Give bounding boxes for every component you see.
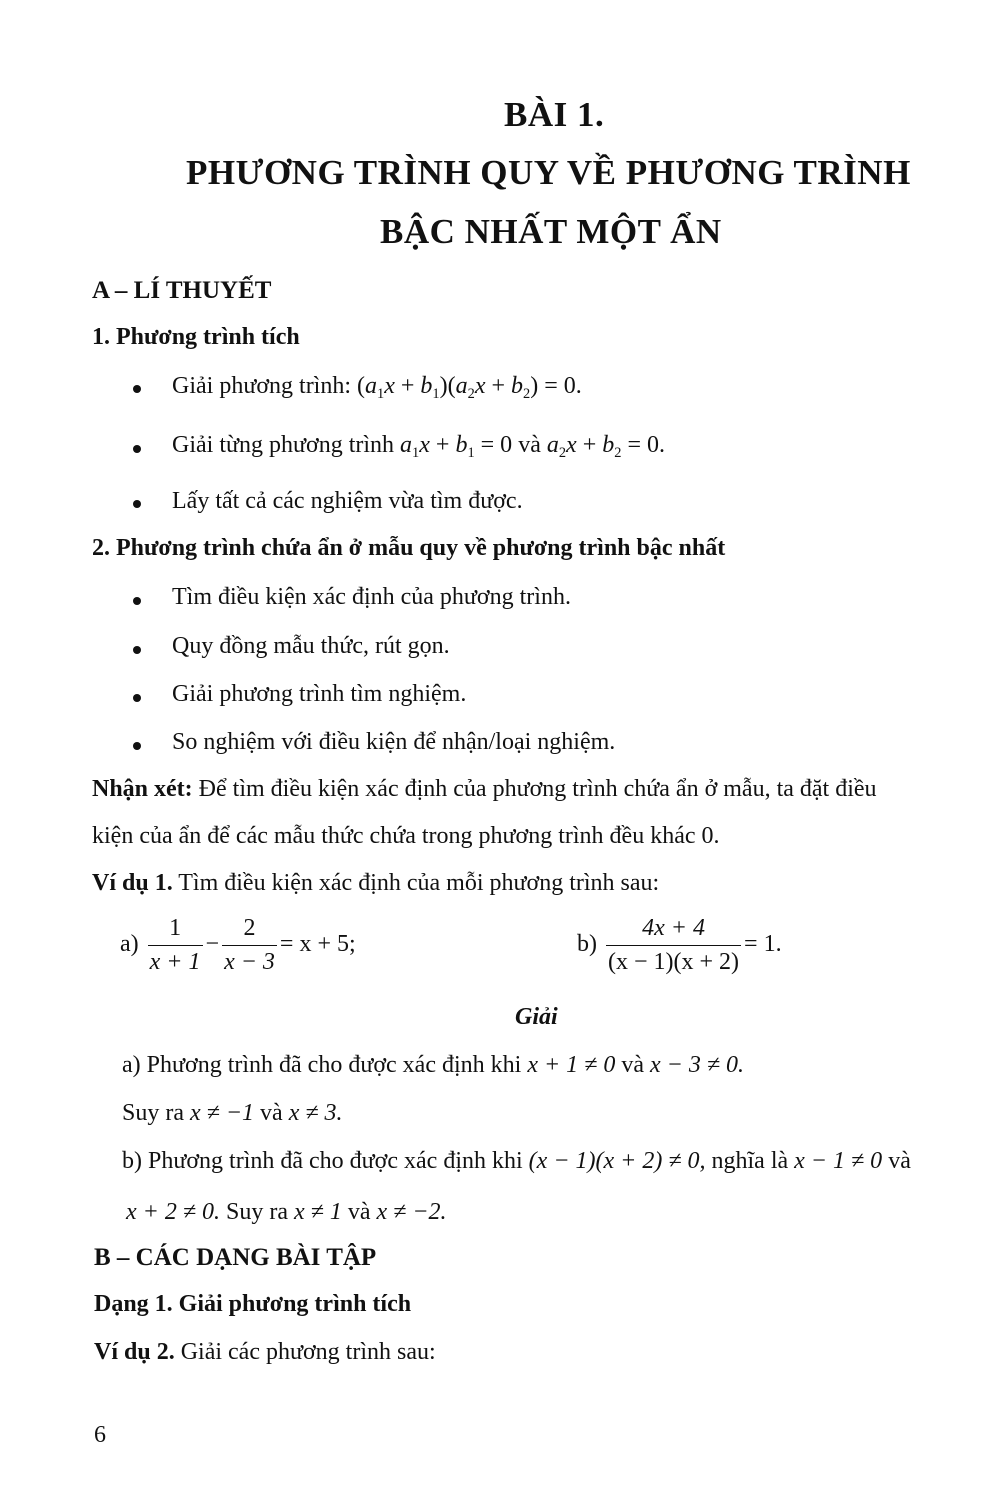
example2-label: Ví dụ 2.: [94, 1339, 175, 1365]
lesson-title-line2: BẬC NHẤT MỘT ẨN: [380, 212, 722, 251]
form1-heading: Dạng 1. Giải phương trình tích: [94, 1291, 412, 1317]
bullet-icon: [133, 385, 141, 393]
solution-b-line1: b) Phương trình đã cho được xác định khi (x − 1)(x + 2) ≠ 0, nghĩa là x − 1 ≠ 0 và: [122, 1148, 911, 1174]
bullet-icon: [133, 694, 141, 702]
remark-label: Nhận xét:: [92, 776, 193, 802]
math-expression: $a_2x + b_2 = 0$.: [546, 432, 665, 462]
math-expression: $(a_1x + b_1)(a_2x + b_2) = 0$.: [357, 373, 582, 403]
math-expression: $a_1x + b_1 = 0$: [400, 432, 513, 462]
remark-line1: Nhận xét: Để tìm điều kiện xác định của phương trình chứa ẩn ở mẫu, ta đặt điều: [92, 776, 877, 802]
fraction: $\frac{2}{x - 3}$: [224, 915, 275, 975]
section-a-heading: A – LÍ THUYẾT: [92, 277, 272, 304]
page-number: 6: [94, 1422, 106, 1448]
bullet-item: Quy đồng mẫu thức, rút gọn.: [172, 633, 450, 659]
bullet-icon: [133, 500, 141, 508]
remark-line2: kiện của ẩn để các mẫu thức chứa trong phương trình đều khác 0.: [92, 823, 720, 849]
fraction: $\frac{1}{x + 1}$: [149, 915, 201, 975]
lesson-number: BÀI 1.: [504, 95, 605, 134]
solution-heading: Giải: [515, 1004, 558, 1030]
bullet-item: Giải phương trình tìm nghiệm.: [172, 681, 467, 707]
section-b-heading: B – CÁC DẠNG BÀI TẬP: [94, 1244, 377, 1271]
bullet-icon: [133, 742, 141, 750]
bullet-item: So nghiệm với điều kiện để nhận/loại nghiệm.: [172, 729, 616, 755]
solution-a-line2: Suy ra x ≠ −1 và x ≠ 3.: [122, 1100, 343, 1126]
example1-prompt: Ví dụ 1. Tìm điều kiện xác định của mỗi phương trình sau:: [92, 870, 660, 896]
lesson-title-line1: PHƯƠNG TRÌNH QUY VỀ PHƯƠNG TRÌNH: [186, 153, 911, 192]
bullet-icon: [133, 445, 141, 453]
example1-equation-a: a) $\frac{1}{x + 1}$ − $\frac{2}{x - 3}$ = x + 5;: [120, 915, 356, 975]
solution-b-line2: x + 2 ≠ 0. Suy ra x ≠ 1 và x ≠ −2.: [126, 1199, 447, 1225]
fraction: $\frac{4x + 4}{(x - 1)(x + 2)}$: [608, 915, 740, 975]
bullet-item: Giải từng phương trình $a_1x + b_1 = 0$ và $a_2x + b_2 = 0$.: [172, 432, 665, 462]
bullet-icon: [133, 646, 141, 654]
bullet-item: Lấy tất cả các nghiệm vừa tìm được.: [172, 488, 523, 514]
bullet-icon: [133, 597, 141, 605]
part1-heading: 1. Phương trình tích: [92, 324, 300, 350]
bullet-item: Tìm điều kiện xác định của phương trình.: [172, 584, 571, 610]
solution-a-line1: a) Phương trình đã cho được xác định khi x + 1 ≠ 0 và x − 3 ≠ 0.: [122, 1052, 745, 1078]
example1-equation-b: b) $\frac{4x + 4}{(x - 1)(x + 2)}$ = 1.: [577, 915, 782, 975]
example1-label: Ví dụ 1.: [92, 870, 173, 896]
part2-heading: 2. Phương trình chứa ẩn ở mẫu quy về phương trình bậc nhất: [92, 535, 726, 561]
bullet-item: Giải phương trình: $(a_1x + b_1)(a_2x + b_2) = 0$.: [172, 373, 582, 403]
example2-prompt: Ví dụ 2. Giải các phương trình sau:: [94, 1339, 436, 1365]
